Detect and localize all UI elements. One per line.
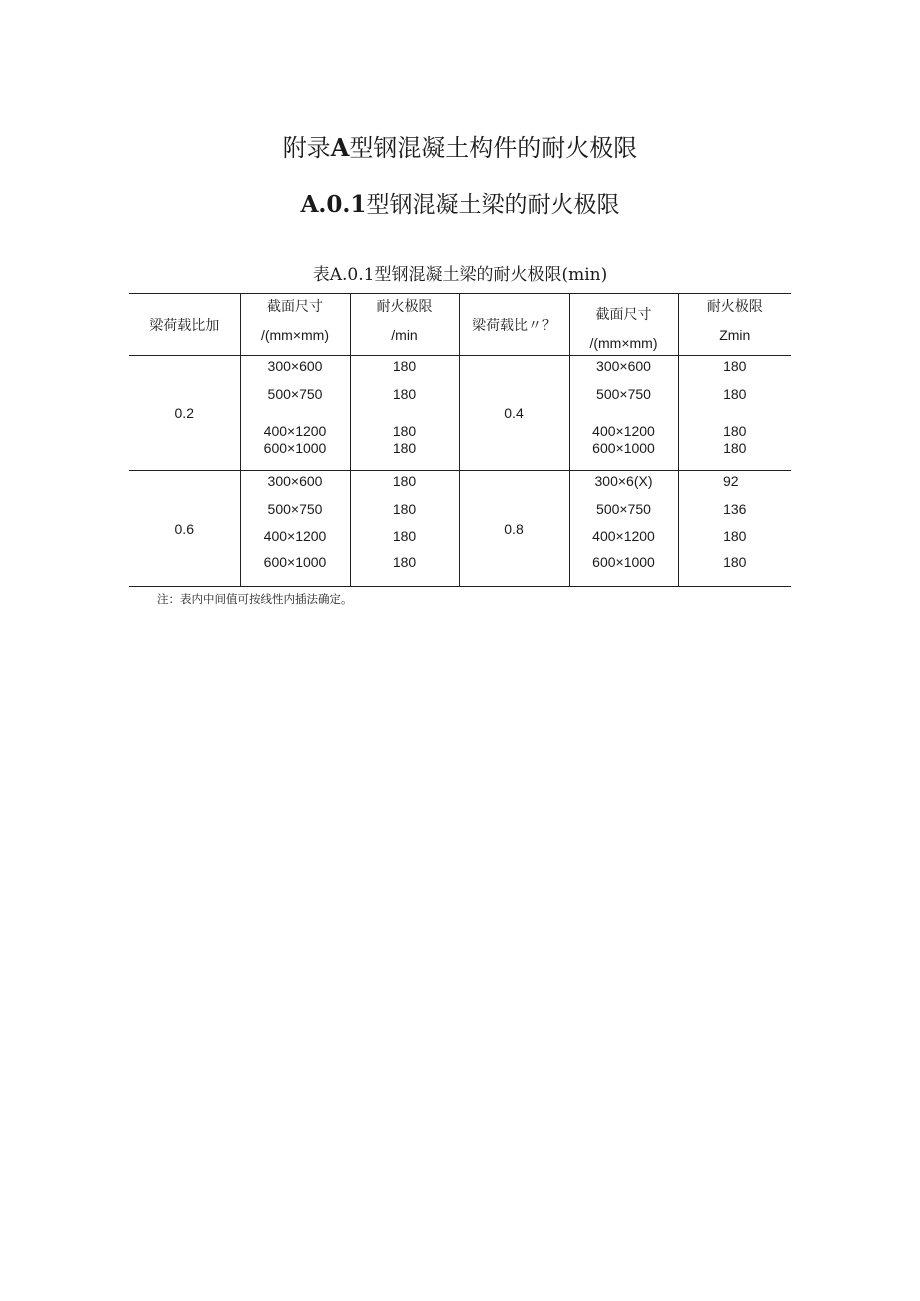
load-ratio-cell: 0.6 xyxy=(129,471,240,587)
appendix-title-letter: A xyxy=(330,133,350,162)
load-ratio-cell: 0.2 xyxy=(129,356,240,471)
section-title-rest: 型钢混凝土梁的耐火极限 xyxy=(366,192,620,218)
header-section-size-left xyxy=(240,294,350,356)
section-size-value: 400×1200 xyxy=(263,423,327,439)
fire-limit-value: 92 xyxy=(722,473,739,489)
header-fire-limit-left-line2: /min xyxy=(391,327,418,343)
header-fire-limit-right-line1: 耐火极限 xyxy=(706,299,763,315)
fire-limit-cell xyxy=(350,356,459,471)
fire-resistance-table xyxy=(129,293,791,587)
section-size-value: 300×600 xyxy=(267,473,323,489)
section-size-value: 300×600 xyxy=(596,358,651,374)
section-size-value: 500×750 xyxy=(596,386,651,402)
fire-limit-value: 180 xyxy=(392,473,417,489)
appendix-title xyxy=(0,130,920,166)
fire-limit-value: 180 xyxy=(723,423,747,439)
section-size-value: 600×1000 xyxy=(592,440,655,456)
fire-limit-value: 180 xyxy=(392,423,417,439)
section-size-cell xyxy=(240,471,350,587)
fire-limit-cell xyxy=(678,356,791,471)
section-size-value: 500×750 xyxy=(596,501,651,517)
fire-limit-value: 180 xyxy=(723,440,747,456)
header-load-ratio-right: 梁荷载比〃？ xyxy=(459,294,569,356)
fire-limit-value: 180 xyxy=(392,440,417,456)
section-title xyxy=(0,187,920,223)
fire-limit-value: 180 xyxy=(723,528,747,544)
header-section-size-left-line1: 截面尺寸 xyxy=(267,299,323,315)
table-row-group-1 xyxy=(129,356,791,471)
appendix-title-prefix: 附录 xyxy=(282,134,331,162)
fire-limit-value: 180 xyxy=(392,554,417,570)
fire-limit-cell xyxy=(350,471,459,587)
section-size-value: 600×1000 xyxy=(263,440,327,456)
section-size-value: 500×750 xyxy=(267,501,323,517)
fire-limit-value: 180 xyxy=(392,386,417,402)
table-note: 注：表内中间值可按线性内插法确定。 xyxy=(157,592,353,606)
header-section-size-right xyxy=(569,294,678,356)
header-fire-limit-left-line1: 耐火极限 xyxy=(376,299,433,315)
section-size-cell xyxy=(240,356,350,471)
appendix-title-rest: 型钢混凝土构件的耐火极限 xyxy=(349,134,638,162)
fire-limit-value: 180 xyxy=(392,528,417,544)
section-size-cell xyxy=(569,471,678,587)
section-size-value: 600×1000 xyxy=(592,554,655,570)
table-row-group-2 xyxy=(129,471,791,587)
fire-limit-value: 136 xyxy=(723,501,747,517)
table-caption: 表A.0.1型钢混凝土梁的耐火极限(min) xyxy=(312,265,608,285)
load-ratio-cell: 0.4 xyxy=(459,356,569,471)
section-size-value: 400×1200 xyxy=(592,423,655,439)
section-size-value: 300×6(X) xyxy=(594,473,653,489)
header-fire-limit-right xyxy=(678,294,791,356)
header-fire-limit-left xyxy=(350,294,459,356)
header-section-size-left-line2: /(mm×mm) xyxy=(260,327,330,343)
section-size-value: 500×750 xyxy=(267,386,323,402)
section-size-cell xyxy=(569,356,678,471)
table-header-row xyxy=(129,294,791,356)
fire-limit-value: 180 xyxy=(392,501,417,517)
fire-limit-cell xyxy=(678,471,791,587)
section-size-value: 300×600 xyxy=(267,358,323,374)
fire-limit-value: 180 xyxy=(723,386,747,402)
header-section-size-right-line1: 截面尺寸 xyxy=(595,307,652,323)
fire-limit-value: 180 xyxy=(392,358,417,374)
header-section-size-right-line2: /(mm×mm) xyxy=(589,335,658,351)
section-size-value: 400×1200 xyxy=(263,528,327,544)
section-size-value: 600×1000 xyxy=(263,554,327,570)
section-size-value: 400×1200 xyxy=(592,528,655,544)
fire-limit-value: 180 xyxy=(723,358,747,374)
fire-limit-value: 180 xyxy=(723,554,747,570)
section-code: A.0.1 xyxy=(300,191,367,218)
load-ratio-cell: 0.8 xyxy=(459,471,569,587)
header-load-ratio-left: 梁荷载比加 xyxy=(129,294,240,356)
header-fire-limit-right-line2: Zmin xyxy=(719,327,751,343)
